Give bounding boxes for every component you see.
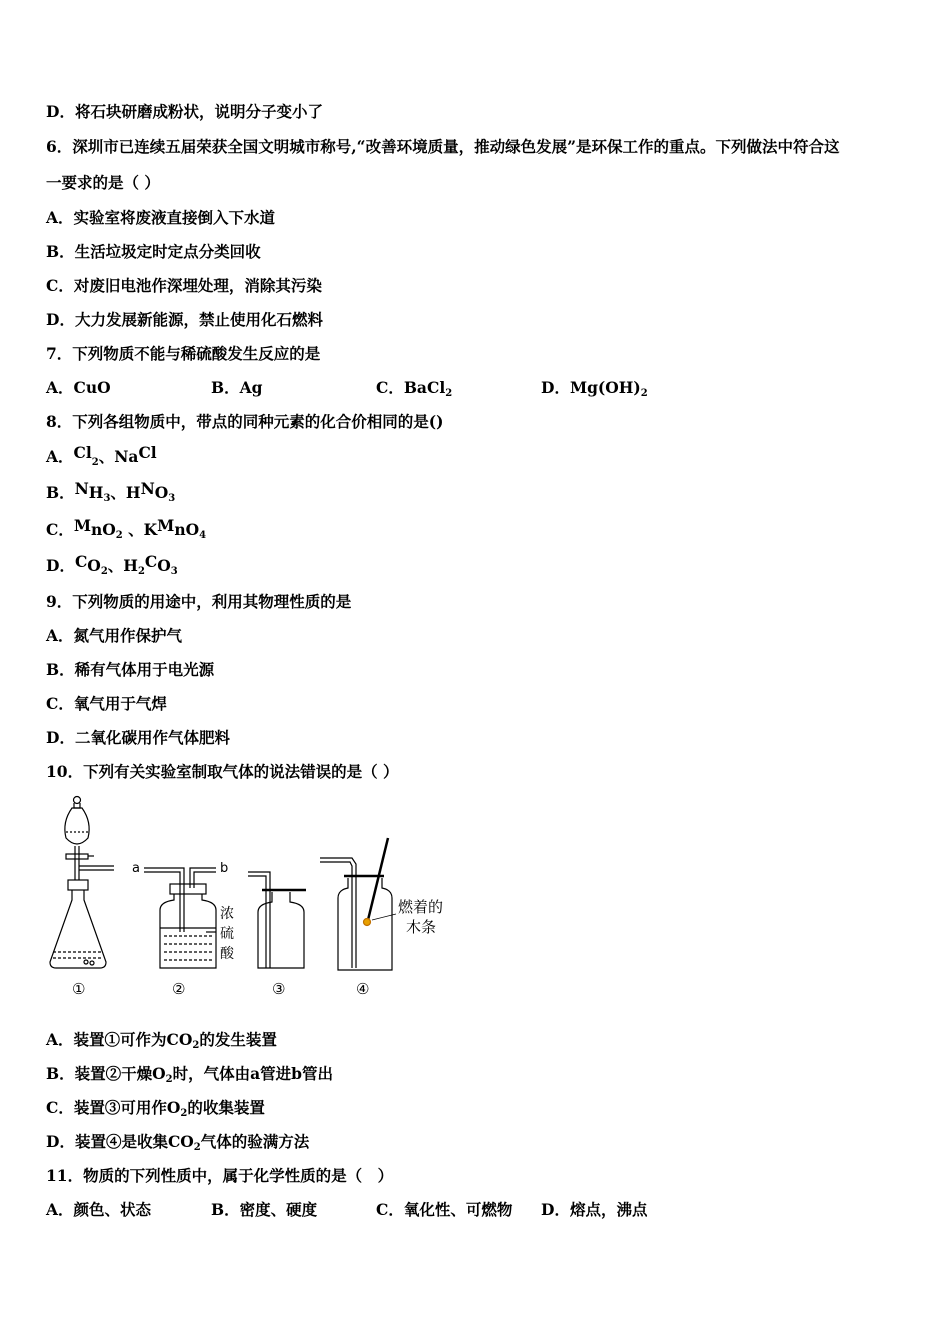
q8-c-no2: nO (174, 520, 200, 539)
q8-c-element2: M (157, 516, 175, 535)
q8-c-no: nO (91, 520, 116, 539)
q8-b-h: H (88, 483, 104, 502)
q10-c-post: 的收集装置 (187, 1098, 265, 1117)
q11-option-d: D．熔点，沸点 (541, 1200, 648, 1219)
q9-stem: 9．下列物质的用途中，利用其物理性质的是 (46, 592, 352, 611)
q8-b-element: N (74, 479, 89, 498)
q7-option-d (541, 378, 648, 398)
q8-b-sep: 、 (110, 483, 126, 502)
q8-d-o2: O (157, 556, 171, 575)
q10-option-d (46, 1132, 309, 1152)
q6-option-a: A．实验室将废液直接倒入下水道 (46, 208, 276, 227)
q8-c-sep: 、 (122, 520, 144, 539)
q8-d-element2: C (144, 552, 158, 571)
q8-a-sub1: 2 (91, 457, 99, 468)
q8-b-sub2: 3 (168, 493, 176, 504)
stick-label-1: 燃着的 (398, 898, 444, 916)
q10-d-sub: 2 (193, 1142, 201, 1153)
number-1: ① (72, 980, 86, 998)
q8-d-label: D． (46, 556, 75, 575)
acid-label-3: 酸 (220, 946, 234, 962)
q8-b-o: O (154, 483, 169, 502)
q7-stem: 7．下列物质不能与稀硫酸发生反应的是 (46, 344, 321, 363)
q8-a-label: A． (46, 447, 74, 466)
number-2: ② (172, 980, 186, 998)
q8-b-label: B． (46, 483, 75, 502)
prev-option-d: D．将石块研磨成粉状，说明分子变小了 (46, 102, 323, 121)
apparatus-figure (44, 792, 474, 1002)
q8-option-d (46, 552, 178, 577)
q6-option-b: B．生活垃圾定时定点分类回收 (46, 242, 261, 261)
q10-a-text: A．装置①可作为CO (46, 1030, 193, 1049)
q11-option-a: A．颜色、状态 (46, 1200, 152, 1219)
q10-c-sub: 2 (180, 1108, 188, 1119)
q9-option-b: B．稀有气体用于电光源 (46, 660, 215, 679)
q11-option-b: B．密度、硬度 (211, 1200, 318, 1219)
q8-option-a (46, 443, 157, 468)
q10-a-sub: 2 (192, 1040, 200, 1051)
q10-b-text: B．装置②干燥O (46, 1064, 166, 1083)
q10-option-c (46, 1098, 265, 1118)
q8-d-sub3: 3 (170, 566, 178, 577)
q8-option-c (46, 516, 207, 541)
q9-option-d: D．二氧化碳用作气体肥料 (46, 728, 230, 747)
q8-d-sub1: 2 (100, 566, 108, 577)
acid-label-2: 硫 (220, 926, 234, 942)
q8-d-sep: 、 (107, 556, 124, 575)
q8-c-k: K (143, 520, 158, 539)
q8-a-sep: 、 (98, 447, 115, 466)
q8-a-element: Cl (73, 443, 92, 462)
q7-option-c (376, 378, 452, 398)
q7-option-b: B．Ag (211, 378, 263, 397)
q7-d-formula: D．Mg(OH) (541, 378, 641, 397)
q7-c-formula: C．BaCl (376, 378, 446, 397)
q6-stem-line1: 6．深圳市已连续五届荣获全国文明城市称号,“改善环境质量，推动绿色发展”是环保工作的重点。下列做法中符合这 (46, 137, 840, 156)
q8-b-element2: N (140, 479, 155, 498)
q8-b-sub1: 3 (103, 493, 111, 504)
q10-a-post: 的发生装置 (199, 1030, 277, 1049)
q11-option-c: C．氧化性、可燃物 (376, 1200, 513, 1219)
q10-d-post: 气体的验满方法 (200, 1132, 310, 1151)
apparatus-4 (320, 838, 443, 970)
q7-option-a: A．CuO (46, 378, 111, 397)
q7-c-subscript: 2 (445, 388, 453, 399)
number-3: ③ (272, 980, 286, 998)
q11-stem: 11．物质的下列性质中，属于化学性质的是（ ） (46, 1166, 394, 1185)
q10-option-b (46, 1064, 333, 1084)
stick-label-2: 木条 (406, 918, 437, 936)
q8-c-sub2: 4 (199, 530, 207, 541)
q8-c-sub1: 2 (115, 530, 123, 541)
apparatus-3 (248, 872, 306, 968)
q10-stem: 10．下列有关实验室制取气体的说法错误的是（ ） (46, 762, 399, 781)
q8-c-element: M (73, 516, 92, 535)
q6-option-c: C．对废旧电池作深埋处理，消除其污染 (46, 276, 322, 295)
q6-option-d: D．大力发展新能源，禁止使用化石燃料 (46, 310, 323, 329)
q8-option-b (46, 479, 176, 504)
label-b: b (220, 861, 229, 876)
q10-option-a (46, 1030, 277, 1050)
q10-c-text: C．装置③可用作O (46, 1098, 181, 1117)
q8-d-o: O (87, 556, 101, 575)
q10-b-post: 时，气体由a管进b管出 (172, 1064, 333, 1083)
q8-d-element: C (74, 552, 88, 571)
q8-c-label: C． (46, 520, 74, 539)
label-a: a (132, 861, 140, 876)
apparatus-2 (132, 861, 235, 968)
q8-a-element2: Cl (138, 443, 157, 462)
acid-label-1: 浓 (220, 906, 234, 922)
q8-a-na: Na (114, 447, 139, 466)
q8-d-sub2: 2 (137, 566, 145, 577)
q7-d-subscript: 2 (640, 388, 648, 399)
apparatus-1 (50, 797, 114, 969)
q9-option-a: A．氮气用作保护气 (46, 626, 183, 645)
q8-d-h: H (123, 556, 138, 575)
q8-b-h2: H (125, 483, 141, 502)
q6-stem-line2: 一要求的是（ ） (46, 173, 160, 192)
q8-stem: 8．下列各组物质中，带点的同种元素的化合价相同的是() (46, 412, 444, 431)
number-4: ④ (356, 980, 370, 998)
q9-option-c: C．氧气用于气焊 (46, 694, 167, 713)
q10-d-text: D．装置④是收集CO (46, 1132, 194, 1151)
q10-b-sub: 2 (165, 1074, 173, 1085)
